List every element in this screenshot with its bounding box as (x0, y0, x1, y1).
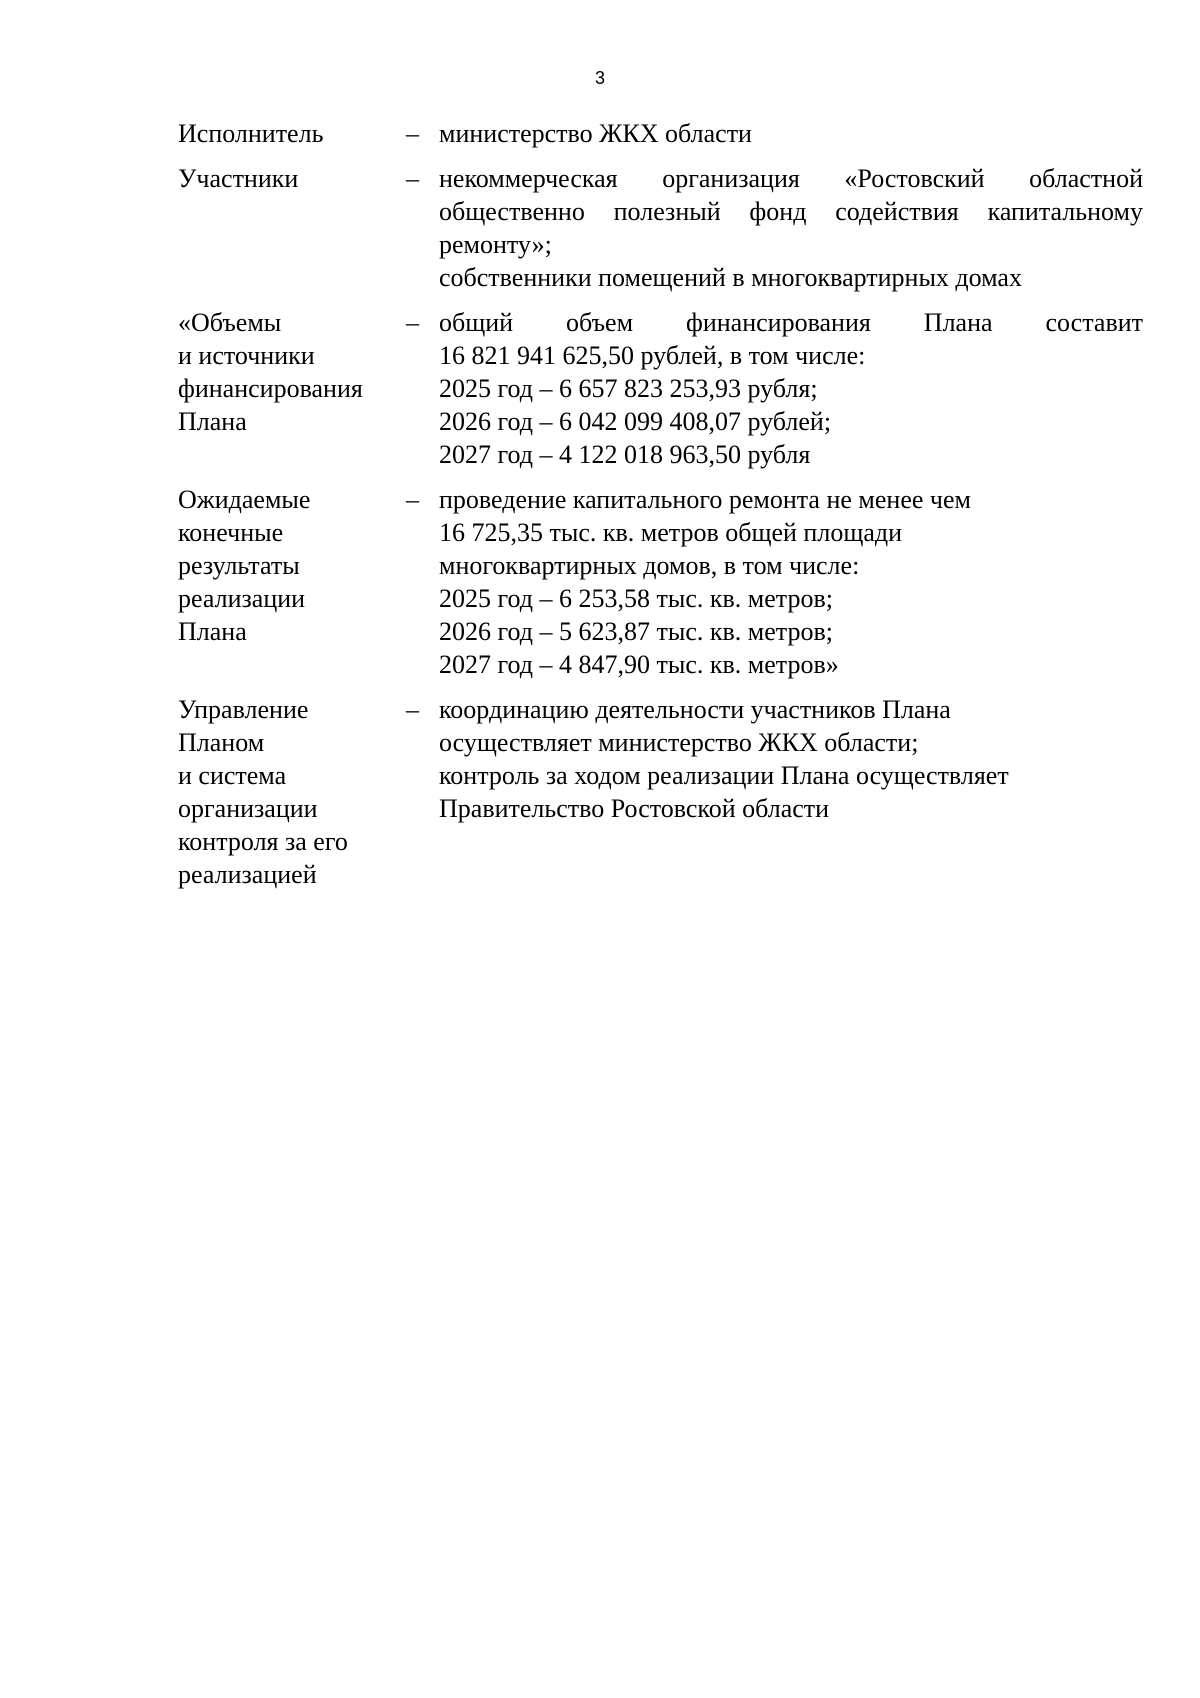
content-line: 2026 год – 5 623,87 тыс. кв. метров; (439, 617, 833, 646)
content-line: некоммерческая организация «Ростовский областной (439, 164, 1143, 193)
content-line: 2026 год – 6 042 099 408,07 рублей; (439, 407, 832, 436)
label-line: Плана (178, 407, 247, 436)
row-label (178, 117, 406, 150)
label-line: конечные (178, 518, 284, 547)
label-line: контроля за его (178, 827, 348, 856)
content-line: министерство ЖКХ области (439, 119, 752, 148)
content-line: 2027 год – 4 122 018 963,50 рубля (439, 440, 811, 469)
label-line: Планом (178, 728, 265, 757)
row-label (178, 483, 406, 648)
dash-separator: – (406, 695, 419, 724)
passport-row-participants (178, 162, 1143, 294)
passport-table (178, 117, 1143, 903)
content-line: общий объем финансирования Плана составит (439, 308, 1143, 337)
label-line: Ожидаемые (178, 485, 311, 514)
label-line: Управление (178, 695, 309, 724)
label-line: Участники (178, 164, 299, 193)
label-line: финансирования (178, 374, 363, 403)
label-line: реализацией (178, 860, 317, 889)
content-line: 2025 год – 6 253,58 тыс. кв. метров; (439, 584, 833, 613)
content-line: проведение капитального ремонта не менее чем (439, 485, 971, 514)
content-line: ремонту»; (439, 230, 552, 259)
content-line: многоквартирных домов, в том числе: (439, 551, 860, 580)
content-line: собственники помещений в многоквартирных домах (439, 263, 1022, 292)
page-number: 3 (594, 68, 605, 88)
passport-row-expected-results (178, 483, 1143, 681)
row-content (439, 306, 1143, 471)
label-line: «Объемы (178, 308, 282, 337)
label-line: организации (178, 794, 318, 823)
passport-row-executor (178, 117, 1143, 150)
row-content (439, 693, 1143, 825)
dash-separator: – (406, 308, 419, 337)
content-line: 2027 год – 4 847,90 тыс. кв. метров» (439, 650, 839, 679)
row-label (178, 162, 406, 195)
dash-separator: – (406, 164, 419, 193)
content-line: Правительство Ростовской области (439, 794, 830, 823)
content-line: осуществляет министерство ЖКХ области; (439, 728, 919, 757)
label-line: результаты (178, 551, 300, 580)
label-line: Плана (178, 617, 247, 646)
row-label (178, 306, 406, 438)
passport-row-management (178, 693, 1143, 891)
passport-row-financing (178, 306, 1143, 471)
dash-separator: – (406, 119, 419, 148)
label-line: Исполнитель (178, 119, 324, 148)
row-content (439, 162, 1143, 294)
label-line: и система (178, 761, 287, 790)
content-line: 2025 год – 6 657 823 253,93 рубля; (439, 374, 818, 403)
content-line: контроль за ходом реализации Плана осуществляет (439, 761, 1009, 790)
row-content (439, 483, 1143, 681)
content-line: общественно полезный фонд содействия капитальному (439, 197, 1143, 226)
label-line: реализации (178, 584, 306, 613)
content-line: 16 725,35 тыс. кв. метров общей площади (439, 518, 903, 547)
content-line: координацию деятельности участников Плана (439, 695, 951, 724)
label-line: и источники (178, 341, 315, 370)
row-content (439, 117, 1143, 150)
row-label (178, 693, 406, 891)
dash-separator: – (406, 485, 419, 514)
content-line: 16 821 941 625,50 рублей, в том числе: (439, 341, 866, 370)
